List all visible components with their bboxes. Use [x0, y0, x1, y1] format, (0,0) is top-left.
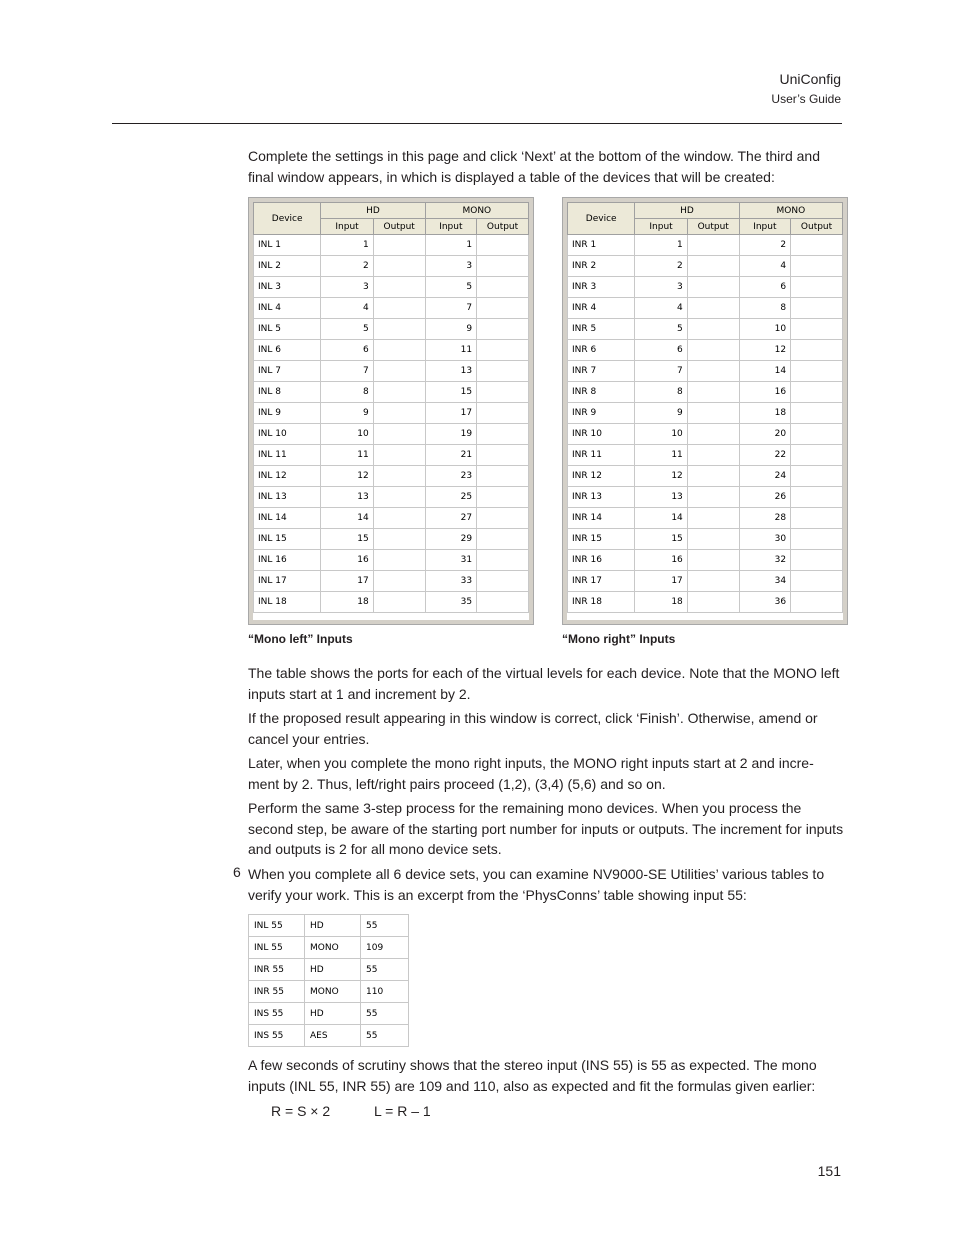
hd-input-cell: 3: [635, 277, 687, 298]
device-cell: INL 5: [254, 319, 321, 340]
level-cell: MONO: [305, 937, 361, 959]
header-title: UniConfig: [779, 71, 841, 87]
hd-input-cell: 8: [635, 382, 687, 403]
mono-output-cell: [477, 424, 529, 445]
mono-input-cell: 13: [425, 361, 476, 382]
mono-output-cell: [791, 571, 843, 592]
col-header-hd-input[interactable]: Input: [321, 219, 373, 235]
mono-output-cell: [791, 508, 843, 529]
col-header-mono[interactable]: MONO: [425, 203, 528, 219]
mono-output-cell: [477, 340, 529, 361]
hd-output-cell: [373, 571, 425, 592]
hd-output-cell: [373, 256, 425, 277]
device-cell: INL 17: [254, 571, 321, 592]
physconns-table: [248, 914, 409, 1047]
hd-input-cell: 16: [635, 550, 687, 571]
hd-output-cell: [373, 466, 425, 487]
mono-input-cell: 25: [425, 487, 476, 508]
device-cell: INR 7: [568, 361, 635, 382]
hd-output-cell: [687, 277, 739, 298]
mono-right-table: [567, 202, 843, 613]
device-cell: INR 8: [568, 382, 635, 403]
mono-input-cell: 10: [739, 319, 790, 340]
table-row[interactable]: [249, 959, 409, 981]
level-cell: AES: [305, 1025, 361, 1047]
mono-output-cell: [791, 445, 843, 466]
level-cell: HD: [305, 959, 361, 981]
device-cell: INR 3: [568, 277, 635, 298]
hd-input-cell: 7: [321, 361, 373, 382]
hd-input-cell: 12: [321, 466, 373, 487]
col-header-hd[interactable]: HD: [321, 203, 425, 219]
table-row[interactable]: [568, 424, 843, 445]
device-cell: INL 1: [254, 235, 321, 256]
mono-input-cell: 20: [739, 424, 790, 445]
mono-output-cell: [477, 277, 529, 298]
device-cell: INL 4: [254, 298, 321, 319]
intro-paragraph: Complete the settings in this page and click ‘Next’ at the bottom of the window. The third and final window appears, in which is displayed a table of the devices that will be created:: [248, 148, 820, 185]
mono-output-cell: [477, 487, 529, 508]
device-cell: INL 8: [254, 382, 321, 403]
hd-output-cell: [687, 487, 739, 508]
hd-output-cell: [687, 529, 739, 550]
table-row[interactable]: [254, 382, 529, 403]
mono-input-cell: 24: [739, 466, 790, 487]
port-cell: 109: [361, 937, 409, 959]
mono-left-table: [253, 202, 529, 613]
table-row[interactable]: [249, 937, 409, 959]
table-row[interactable]: [568, 487, 843, 508]
hd-output-cell: [687, 550, 739, 571]
device-cell: INR 11: [568, 445, 635, 466]
mono-output-cell: [477, 235, 529, 256]
device-cell: INR 12: [568, 466, 635, 487]
col-header-hd-output[interactable]: Output: [373, 219, 425, 235]
mono-output-cell: [477, 550, 529, 571]
mono-output-cell: [477, 256, 529, 277]
hd-output-cell: [687, 592, 739, 613]
mono-output-cell: [791, 340, 843, 361]
table-row[interactable]: [568, 256, 843, 277]
col-header-mono-output[interactable]: Output: [791, 219, 843, 235]
device-cell: INS 55: [249, 1025, 305, 1047]
hd-output-cell: [687, 361, 739, 382]
paragraph-finish: If the proposed result appearing in this window is correct, click ‘Finish’. Otherwise, amend or cancel your entries.: [248, 710, 818, 747]
hd-input-cell: 18: [321, 592, 373, 613]
device-cell: INR 18: [568, 592, 635, 613]
mono-output-cell: [791, 277, 843, 298]
table-row[interactable]: [568, 592, 843, 613]
hd-input-cell: 1: [321, 235, 373, 256]
mono-input-cell: 14: [739, 361, 790, 382]
table-row[interactable]: [568, 529, 843, 550]
device-cell: INL 55: [249, 937, 305, 959]
mono-output-cell: [791, 298, 843, 319]
table-row[interactable]: [254, 592, 529, 613]
mono-input-cell: 30: [739, 529, 790, 550]
table-row[interactable]: [568, 466, 843, 487]
mono-input-cell: 36: [739, 592, 790, 613]
hd-input-cell: 5: [635, 319, 687, 340]
device-cell: INL 18: [254, 592, 321, 613]
table-row[interactable]: [568, 571, 843, 592]
mono-input-cell: 2: [739, 235, 790, 256]
mono-left-screenshot: [248, 197, 534, 625]
mono-input-cell: 27: [425, 508, 476, 529]
hd-input-cell: 13: [635, 487, 687, 508]
table-row[interactable]: [254, 508, 529, 529]
mono-output-cell: [477, 319, 529, 340]
table-row[interactable]: [568, 235, 843, 256]
mono-input-cell: 17: [425, 403, 476, 424]
device-cell: INR 13: [568, 487, 635, 508]
col-header-hd-input[interactable]: Input: [635, 219, 687, 235]
device-cell: INR 2: [568, 256, 635, 277]
col-header-mono-output[interactable]: Output: [477, 219, 529, 235]
hd-output-cell: [373, 403, 425, 424]
hd-input-cell: 17: [635, 571, 687, 592]
col-header-device[interactable]: Device: [254, 203, 321, 235]
mono-right-screenshot: [562, 197, 848, 625]
hd-input-cell: 15: [635, 529, 687, 550]
hd-output-cell: [687, 340, 739, 361]
hd-output-cell: [687, 571, 739, 592]
mono-output-cell: [477, 466, 529, 487]
paragraph-step6: When you complete all 6 device sets, you can examine NV9000-SE Utilities’ various tables to verify your work. This is an excerpt from the ‘PhysConns’ table showing input 55:: [248, 866, 825, 903]
mono-input-cell: 6: [739, 277, 790, 298]
device-cell: INL 3: [254, 277, 321, 298]
device-cell: INR 9: [568, 403, 635, 424]
mono-input-cell: 11: [425, 340, 476, 361]
hd-input-cell: 11: [635, 445, 687, 466]
hd-input-cell: 17: [321, 571, 373, 592]
device-cell: INL 16: [254, 550, 321, 571]
device-cell: INR 10: [568, 424, 635, 445]
mono-output-cell: [791, 256, 843, 277]
step-number: 6: [233, 864, 241, 880]
mono-input-cell: 26: [739, 487, 790, 508]
mono-right-caption: “Mono right” Inputs: [562, 632, 676, 646]
hd-input-cell: 4: [321, 298, 373, 319]
table-row[interactable]: [568, 361, 843, 382]
device-cell: INL 6: [254, 340, 321, 361]
table-row[interactable]: [254, 361, 529, 382]
table-row[interactable]: [568, 508, 843, 529]
mono-input-cell: 33: [425, 571, 476, 592]
mono-output-cell: [477, 361, 529, 382]
port-cell: 110: [361, 981, 409, 1003]
device-cell: INR 17: [568, 571, 635, 592]
device-cell: INR 14: [568, 508, 635, 529]
hd-output-cell: [373, 592, 425, 613]
hd-output-cell: [373, 529, 425, 550]
mono-input-cell: 19: [425, 424, 476, 445]
mono-input-cell: 32: [739, 550, 790, 571]
hd-input-cell: 14: [321, 508, 373, 529]
device-cell: INL 14: [254, 508, 321, 529]
hd-output-cell: [373, 319, 425, 340]
hd-output-cell: [373, 424, 425, 445]
table-row[interactable]: [254, 235, 529, 256]
mono-input-cell: 35: [425, 592, 476, 613]
mono-left-caption: “Mono left” Inputs: [248, 632, 353, 646]
mono-output-cell: [477, 445, 529, 466]
hd-input-cell: 9: [321, 403, 373, 424]
table-row[interactable]: [249, 1003, 409, 1025]
hd-input-cell: 1: [635, 235, 687, 256]
hd-output-cell: [687, 382, 739, 403]
port-cell: 55: [361, 1003, 409, 1025]
table-row[interactable]: [254, 403, 529, 424]
mono-input-cell: 12: [739, 340, 790, 361]
mono-output-cell: [791, 529, 843, 550]
hd-output-cell: [373, 235, 425, 256]
device-cell: INL 2: [254, 256, 321, 277]
formula-l: L = R – 1: [374, 1103, 431, 1119]
mono-input-cell: 28: [739, 508, 790, 529]
device-cell: INR 4: [568, 298, 635, 319]
hd-input-cell: 9: [635, 403, 687, 424]
hd-output-cell: [373, 508, 425, 529]
hd-output-cell: [373, 382, 425, 403]
mono-output-cell: [791, 550, 843, 571]
hd-input-cell: 18: [635, 592, 687, 613]
level-cell: MONO: [305, 981, 361, 1003]
device-cell: INL 12: [254, 466, 321, 487]
table-row[interactable]: [249, 1025, 409, 1047]
device-cell: INR 5: [568, 319, 635, 340]
device-cell: INL 15: [254, 529, 321, 550]
mono-output-cell: [477, 529, 529, 550]
mono-input-cell: 3: [425, 256, 476, 277]
col-header-mono[interactable]: MONO: [739, 203, 842, 219]
mono-output-cell: [791, 403, 843, 424]
mono-output-cell: [791, 592, 843, 613]
device-cell: INL 10: [254, 424, 321, 445]
hd-input-cell: 10: [321, 424, 373, 445]
device-cell: INL 11: [254, 445, 321, 466]
hd-output-cell: [373, 361, 425, 382]
level-cell: HD: [305, 915, 361, 937]
mono-output-cell: [791, 424, 843, 445]
hd-output-cell: [687, 466, 739, 487]
mono-input-cell: 18: [739, 403, 790, 424]
device-cell: INR 1: [568, 235, 635, 256]
mono-input-cell: 5: [425, 277, 476, 298]
hd-input-cell: 4: [635, 298, 687, 319]
table-row[interactable]: [254, 319, 529, 340]
table-row[interactable]: [254, 298, 529, 319]
table-row[interactable]: [568, 550, 843, 571]
hd-output-cell: [373, 340, 425, 361]
formula-r: R = S × 2: [271, 1103, 331, 1119]
hd-input-cell: 5: [321, 319, 373, 340]
hd-input-cell: 2: [321, 256, 373, 277]
mono-output-cell: [477, 508, 529, 529]
col-header-mono-input[interactable]: Input: [425, 219, 476, 235]
table-row[interactable]: [254, 340, 529, 361]
table-row[interactable]: [254, 550, 529, 571]
mono-output-cell: [477, 571, 529, 592]
table-row[interactable]: [568, 340, 843, 361]
hd-output-cell: [687, 403, 739, 424]
device-cell: INL 55: [249, 915, 305, 937]
mono-input-cell: 29: [425, 529, 476, 550]
table-row[interactable]: [254, 571, 529, 592]
mono-input-cell: 23: [425, 466, 476, 487]
device-cell: INL 13: [254, 487, 321, 508]
port-cell: 55: [361, 915, 409, 937]
col-header-hd[interactable]: HD: [635, 203, 739, 219]
mono-input-cell: 1: [425, 235, 476, 256]
hd-output-cell: [373, 277, 425, 298]
table-row[interactable]: [568, 382, 843, 403]
hd-input-cell: 6: [321, 340, 373, 361]
hd-output-cell: [373, 550, 425, 571]
page-number: 151: [817, 1163, 841, 1179]
mono-output-cell: [791, 235, 843, 256]
device-cell: INR 6: [568, 340, 635, 361]
hd-input-cell: 12: [635, 466, 687, 487]
header-subtitle: User’s Guide: [771, 92, 841, 106]
level-cell: HD: [305, 1003, 361, 1025]
device-cell: INR 55: [249, 981, 305, 1003]
hd-input-cell: 7: [635, 361, 687, 382]
hd-input-cell: 14: [635, 508, 687, 529]
device-cell: INR 16: [568, 550, 635, 571]
table-row[interactable]: [254, 529, 529, 550]
mono-input-cell: 7: [425, 298, 476, 319]
col-header-mono-input[interactable]: Input: [739, 219, 790, 235]
hd-input-cell: 3: [321, 277, 373, 298]
port-cell: 55: [361, 1025, 409, 1047]
mono-input-cell: 16: [739, 382, 790, 403]
hd-output-cell: [373, 487, 425, 508]
hd-output-cell: [687, 319, 739, 340]
mono-input-cell: 9: [425, 319, 476, 340]
paragraph-scrutiny: A few seconds of scrutiny shows that the stereo input (INS 55) is 55 as expected. The mono inputs (INL 55, INR 55) are 109 and 110, also as expected and fit the formulas given earlier:: [248, 1057, 817, 1094]
mono-input-cell: 34: [739, 571, 790, 592]
mono-input-cell: 4: [739, 256, 790, 277]
table-row[interactable]: [254, 277, 529, 298]
mono-output-cell: [791, 361, 843, 382]
port-cell: 55: [361, 959, 409, 981]
hd-output-cell: [373, 445, 425, 466]
hd-output-cell: [687, 298, 739, 319]
mono-input-cell: 8: [739, 298, 790, 319]
mono-input-cell: 21: [425, 445, 476, 466]
paragraph-ports: The table shows the ports for each of the virtual levels for each device. Note that the MONO left inputs start at 1 and increment by 2.: [248, 665, 840, 702]
hd-output-cell: [687, 256, 739, 277]
paragraph-mono-right: Later, when you complete the mono right inputs, the MONO right inputs start at 2 and incre-ment by 2. Thus, left/right pairs proceed (1,2), (3,4) (5,6) and so on.: [248, 755, 814, 792]
hd-output-cell: [687, 235, 739, 256]
hd-input-cell: 6: [635, 340, 687, 361]
table-row[interactable]: [249, 915, 409, 937]
table-row[interactable]: [249, 981, 409, 1003]
table-row[interactable]: [568, 445, 843, 466]
mono-output-cell: [477, 382, 529, 403]
mono-input-cell: 31: [425, 550, 476, 571]
mono-input-cell: 22: [739, 445, 790, 466]
device-cell: INL 9: [254, 403, 321, 424]
hd-input-cell: 10: [635, 424, 687, 445]
table-row[interactable]: [568, 403, 843, 424]
mono-output-cell: [791, 466, 843, 487]
col-header-hd-output[interactable]: Output: [687, 219, 739, 235]
hd-input-cell: 15: [321, 529, 373, 550]
hd-output-cell: [687, 508, 739, 529]
mono-output-cell: [791, 382, 843, 403]
mono-output-cell: [477, 592, 529, 613]
paragraph-process: Perform the same 3-step process for the remaining mono devices. When you process the second step, be aware of the starting port number for inputs or outputs. The increment for inputs and outputs is 2 for all mono device sets.: [248, 800, 844, 857]
hd-input-cell: 11: [321, 445, 373, 466]
hd-input-cell: 2: [635, 256, 687, 277]
table-row[interactable]: [568, 298, 843, 319]
device-cell: INS 55: [249, 1003, 305, 1025]
table-row[interactable]: [254, 424, 529, 445]
hd-output-cell: [687, 445, 739, 466]
table-row[interactable]: [254, 256, 529, 277]
table-row[interactable]: [254, 487, 529, 508]
table-row[interactable]: [568, 277, 843, 298]
device-cell: INR 55: [249, 959, 305, 981]
hd-input-cell: 8: [321, 382, 373, 403]
hd-output-cell: [687, 424, 739, 445]
mono-output-cell: [477, 403, 529, 424]
mono-output-cell: [791, 319, 843, 340]
hd-output-cell: [373, 298, 425, 319]
device-cell: INL 7: [254, 361, 321, 382]
mono-input-cell: 15: [425, 382, 476, 403]
table-row[interactable]: [254, 445, 529, 466]
hd-input-cell: 16: [321, 550, 373, 571]
mono-output-cell: [477, 298, 529, 319]
hd-input-cell: 13: [321, 487, 373, 508]
mono-output-cell: [791, 487, 843, 508]
header-rule: [112, 123, 842, 124]
table-row[interactable]: [568, 319, 843, 340]
col-header-device[interactable]: Device: [568, 203, 635, 235]
device-cell: INR 15: [568, 529, 635, 550]
table-row[interactable]: [254, 466, 529, 487]
